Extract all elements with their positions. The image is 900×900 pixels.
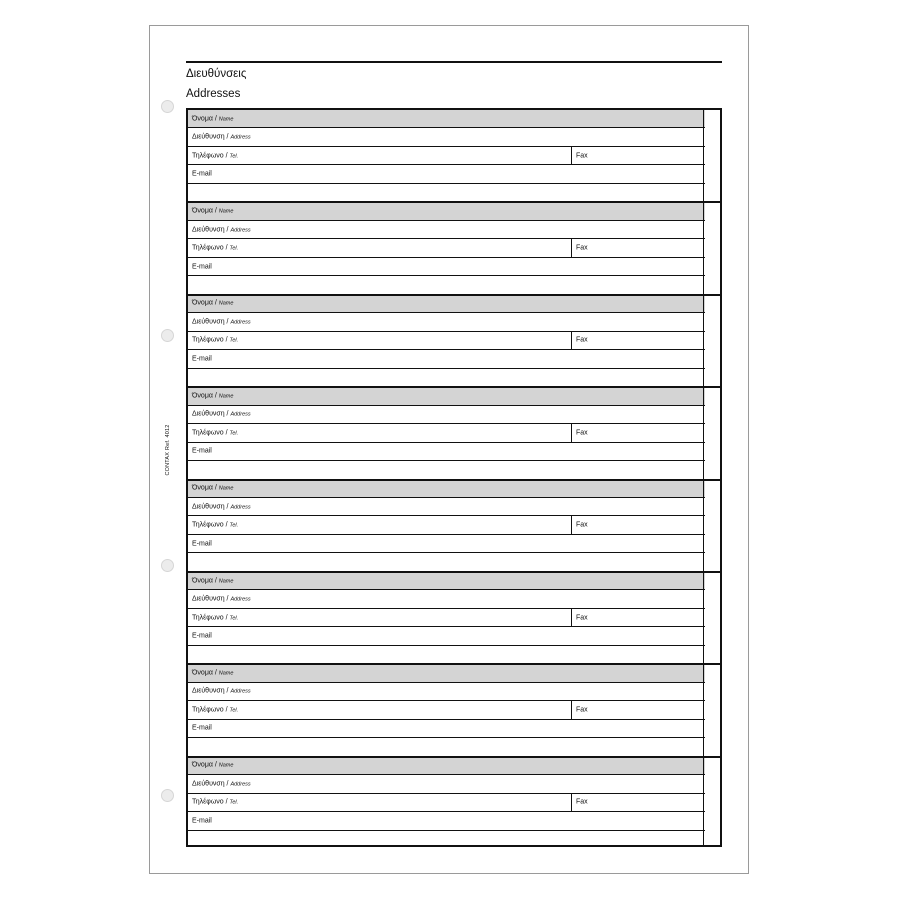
fax-field[interactable]: [571, 516, 588, 533]
phone-row[interactable]: [188, 794, 705, 812]
punch-hole-icon: [161, 329, 174, 342]
notes-row[interactable]: [188, 184, 705, 202]
address-row[interactable]: [188, 406, 705, 424]
fax-field[interactable]: [571, 147, 588, 164]
fax-label: Fax: [576, 429, 588, 437]
email-row[interactable]: [188, 350, 705, 368]
fax-label: Fax: [576, 614, 588, 622]
notes-row[interactable]: [188, 646, 705, 664]
fax-field[interactable]: [571, 609, 588, 626]
phone-label: Τηλέφωνο / Tel.: [192, 429, 239, 437]
address-row[interactable]: [188, 590, 705, 608]
notes-row[interactable]: [188, 369, 705, 387]
email-row[interactable]: [188, 258, 705, 276]
email-label: E-mail: [192, 170, 212, 178]
address-form: [186, 108, 722, 847]
product-reference: CONTAX Ref. 4012: [165, 424, 171, 476]
address-entry: [188, 572, 705, 664]
page-title-english: Addresses: [186, 88, 241, 100]
email-row[interactable]: [188, 720, 705, 738]
email-label: E-mail: [192, 632, 212, 640]
page-title-greek: Διευθύνσεις: [186, 68, 247, 80]
email-label: E-mail: [192, 355, 212, 363]
address-entry: [188, 480, 705, 572]
phone-label: Τηλέφωνο / Tel.: [192, 244, 239, 252]
fax-label: Fax: [576, 521, 588, 529]
fax-field[interactable]: [571, 794, 588, 811]
address-entry: [188, 387, 705, 479]
email-label: E-mail: [192, 817, 212, 825]
email-row[interactable]: [188, 812, 705, 830]
email-row[interactable]: [188, 535, 705, 553]
name-label: Όνομα / Name: [192, 669, 234, 677]
address-row[interactable]: [188, 498, 705, 516]
phone-label: Τηλέφωνο / Tel.: [192, 706, 239, 714]
name-row[interactable]: [188, 202, 705, 220]
entry-separator: [188, 201, 720, 203]
punch-hole-icon: [161, 100, 174, 113]
phone-label: Τηλέφωνο / Tel.: [192, 152, 239, 160]
punch-hole-icon: [161, 559, 174, 572]
address-entry: [188, 757, 705, 849]
phone-label: Τηλέφωνο / Tel.: [192, 614, 239, 622]
address-row[interactable]: [188, 775, 705, 793]
address-entry: [188, 110, 705, 202]
name-label: Όνομα / Name: [192, 207, 234, 215]
name-label: Όνομα / Name: [192, 299, 234, 307]
name-label: Όνομα / Name: [192, 392, 234, 400]
email-label: E-mail: [192, 263, 212, 271]
phone-label: Τηλέφωνο / Tel.: [192, 336, 239, 344]
address-row[interactable]: [188, 221, 705, 239]
address-label: Διεύθυνση / Address: [192, 318, 251, 326]
name-row[interactable]: [188, 295, 705, 313]
entry-separator: [188, 663, 720, 665]
address-entry: [188, 202, 705, 294]
email-label: E-mail: [192, 540, 212, 548]
address-entry: [188, 664, 705, 756]
address-row[interactable]: [188, 313, 705, 331]
address-label: Διεύθυνση / Address: [192, 687, 251, 695]
notes-row[interactable]: [188, 831, 705, 849]
name-label: Όνομα / Name: [192, 577, 234, 585]
address-label: Διεύθυνση / Address: [192, 410, 251, 418]
punch-hole-icon: [161, 789, 174, 802]
phone-row[interactable]: [188, 516, 705, 534]
phone-row[interactable]: [188, 701, 705, 719]
name-row[interactable]: [188, 664, 705, 682]
name-label: Όνομα / Name: [192, 484, 234, 492]
notes-row[interactable]: [188, 738, 705, 756]
email-label: E-mail: [192, 447, 212, 455]
email-label: E-mail: [192, 724, 212, 732]
name-row[interactable]: [188, 480, 705, 498]
phone-label: Τηλέφωνο / Tel.: [192, 798, 239, 806]
address-row[interactable]: [188, 128, 705, 146]
fax-label: Fax: [576, 336, 588, 344]
index-tab-divider: [703, 108, 704, 847]
fax-label: Fax: [576, 706, 588, 714]
fax-field[interactable]: [571, 701, 588, 718]
notes-row[interactable]: [188, 553, 705, 571]
phone-row[interactable]: [188, 332, 705, 350]
fax-field[interactable]: [571, 239, 588, 256]
notes-row[interactable]: [188, 276, 705, 294]
email-row[interactable]: [188, 627, 705, 645]
phone-row[interactable]: [188, 609, 705, 627]
phone-row[interactable]: [188, 424, 705, 442]
phone-row[interactable]: [188, 147, 705, 165]
fax-label: Fax: [576, 798, 588, 806]
fax-field[interactable]: [571, 332, 588, 349]
entry-separator: [188, 571, 720, 573]
address-entry: [188, 295, 705, 387]
phone-label: Τηλέφωνο / Tel.: [192, 521, 239, 529]
name-row[interactable]: [188, 387, 705, 405]
name-row[interactable]: [188, 110, 705, 128]
address-label: Διεύθυνση / Address: [192, 780, 251, 788]
phone-row[interactable]: [188, 239, 705, 257]
name-label: Όνομα / Name: [192, 115, 234, 123]
address-row[interactable]: [188, 683, 705, 701]
name-label: Όνομα / Name: [192, 761, 234, 769]
fax-field[interactable]: [571, 424, 588, 441]
address-label: Διεύθυνση / Address: [192, 595, 251, 603]
fax-label: Fax: [576, 244, 588, 252]
email-row[interactable]: [188, 443, 705, 461]
name-row[interactable]: [188, 572, 705, 590]
address-label: Διεύθυνση / Address: [192, 133, 251, 141]
notes-row[interactable]: [188, 461, 705, 479]
fax-label: Fax: [576, 152, 588, 160]
address-label: Διεύθυνση / Address: [192, 226, 251, 234]
entry-separator: [188, 294, 720, 296]
entry-separator: [188, 756, 720, 758]
header-rule: [186, 61, 722, 63]
entry-separator: [188, 386, 720, 388]
name-row[interactable]: [188, 757, 705, 775]
email-row[interactable]: [188, 165, 705, 183]
address-label: Διεύθυνση / Address: [192, 503, 251, 511]
entry-separator: [188, 479, 720, 481]
